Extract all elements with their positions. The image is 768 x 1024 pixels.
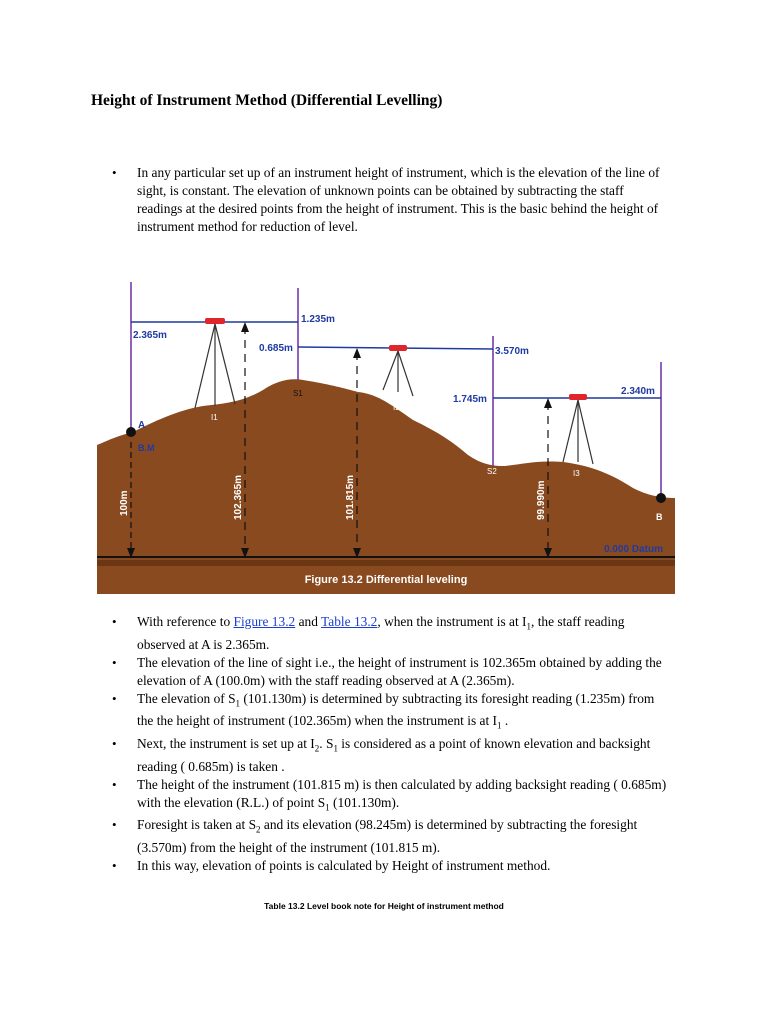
label-bm: B.M [138, 443, 155, 453]
list-item: • The elevation of $S_1$ (101.130m) is determined by subtracting its foresight reading (1.235m) from the the height of instrument (102.365m) when the instrument is at $I_1$ . [112, 690, 655, 732]
bullet: • [112, 690, 117, 706]
label-a: A [138, 420, 146, 431]
table-13-2-link[interactable]: Table 13.2 [321, 614, 378, 629]
point-a-marker [126, 427, 136, 437]
point-b-marker [656, 493, 666, 503]
bullet: • [112, 776, 117, 792]
list-item: • Next, the instrument is set up at $I_2$. $S_1$ is considered as a point of known elevation and backsight reading ( 0.685m) is taken . [112, 736, 651, 774]
datum-label: 0.000 Datum [604, 544, 663, 555]
label-hi1: 102.365m [233, 474, 244, 520]
reading-a-backsight: 2.365m [133, 330, 167, 341]
intro-text: In any particular set up of an instrument height of instrument, which is the elevation of the line of sight, is constant. The elevation of unknown points can be obtained by subtracting the staff readings at the desired points from the height of instrument. This is the basic behind the height of instrument method for reduction of level. [137, 165, 660, 234]
ground-profile [97, 379, 675, 562]
label-s1: S1 [293, 389, 303, 398]
bullet: • [112, 654, 117, 670]
reading-s2-backsight: 1.745m [453, 394, 487, 405]
intro-list [112, 164, 672, 236]
label-hi2: 101.815m [345, 474, 356, 520]
label-hi3: 99.990m [536, 480, 547, 520]
figure-caption: Figure 13.2 Differential leveling [304, 574, 468, 586]
reading-b-foresight: 2.340m [621, 386, 655, 397]
figure-13-2-link[interactable]: Figure 13.2 [233, 614, 296, 629]
table-caption: Table 13.2 Level book note for Height of instrument method [264, 901, 504, 911]
list-item: • With reference to Figure 13.2 and Table 13.2, when the instrument is at $I_1$, the staff reading observed at A is 2.365m. [112, 614, 625, 652]
label-b: B [656, 512, 663, 522]
datum-band [97, 560, 675, 566]
instrument-i2 [383, 345, 413, 412]
list-item: • The elevation of the line of sight i.e., the height of instrument is 102.365m obtained by adding the elevation of A (100.0m) with the staff reading observed at A (2.365m). [112, 654, 662, 688]
differential-leveling-figure [93, 270, 679, 596]
label-bm-height: 100m [119, 490, 130, 516]
label-s2: S2 [487, 467, 497, 476]
notes-list [112, 613, 672, 875]
bullet: • [112, 165, 117, 180]
reading-s2-foresight: 3.570m [495, 346, 529, 357]
list-item: • Foresight is taken at $S_2$ and its elevation (98.245m) is determined by subtracting the foresight (3.570m) from the height of the instrument (101.815 m). [112, 817, 638, 856]
label-i1: I1 [211, 413, 218, 422]
bullet: • [112, 858, 117, 874]
reading-s1-backsight: 0.685m [259, 343, 293, 354]
bullet: • [112, 736, 117, 752]
list-item: • The height of the instrument (101.815 m) is then calculated by adding backsight reading ( 0.685m) with the elevation (R.L.) of point $S_1$ (101.130m). [112, 776, 667, 813]
bullet: • [112, 817, 117, 833]
reading-s1-foresight: 1.235m [301, 314, 335, 325]
bullet: • [112, 614, 117, 629]
list-item [112, 164, 672, 236]
list-item: • In this way, elevation of points is calculated by Height of instrument method. [112, 858, 551, 874]
label-i2: I2 [393, 403, 400, 412]
page-title: Height of Instrument Method (Differential Levelling) [91, 92, 443, 109]
figure-svg [93, 270, 679, 596]
label-i3: I3 [573, 469, 580, 478]
